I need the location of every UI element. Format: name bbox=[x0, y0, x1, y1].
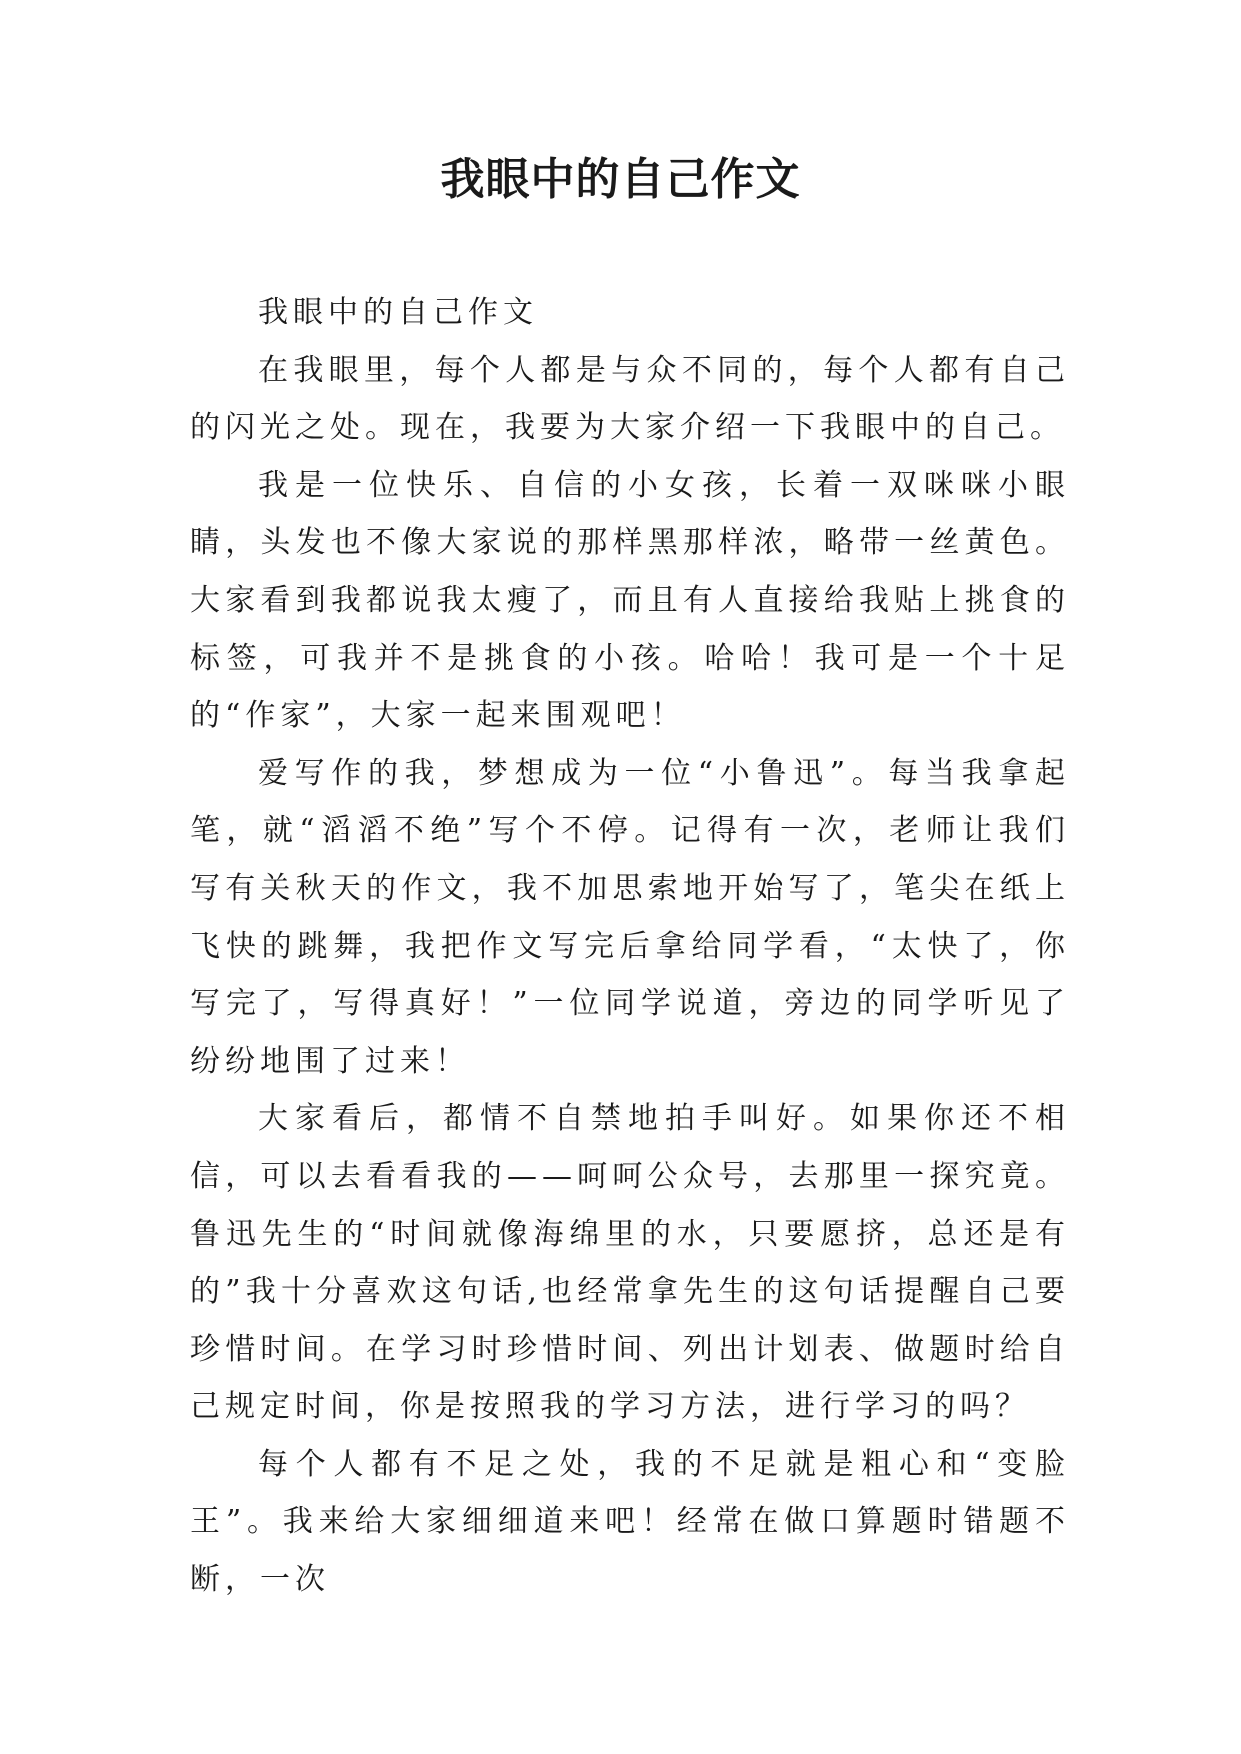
document-body bbox=[190, 284, 1070, 1609]
paragraph: 每个人都有不足之处，我的不足就是粗心和“变脸王”。我来给大家细细道来吧！经常在做口算题时错题不断，一次 bbox=[190, 1446, 1070, 1598]
paragraph-heading: 我眼中的自己作文 bbox=[258, 295, 538, 330]
paragraph: 在我眼里，每个人都是与众不同的，每个人都有自己的闪光之处。现在，我要为大家介绍一下我眼中的自己。 bbox=[190, 352, 1070, 446]
paragraph: 我是一位快乐、自信的小女孩，长着一双咪咪小眼睛，头发也不像大家说的那样黑那样浓，略带一丝黄色。大家看到我都说我太瘦了，而且有人直接给我贴上挑食的标签，可我并不是挑食的小孩。哈哈！我可是一个十足的“作家”，大家一起来围观吧！ bbox=[190, 467, 1070, 734]
document-title: 我眼中的自己作文 bbox=[440, 154, 801, 205]
paragraph: 爱写作的我，梦想成为一位“小鲁迅”。每当我拿起笔，就“滔滔不绝”写个不停。记得有一次，老师让我们写有关秋天的作文，我不加思索地开始写了，笔尖在纸上飞快的跳舞，我把作文写完后拿给同学看，“太快了，你写完了，写得真好！”一位同学说道，旁边的同学听见了纷纷地围了过来！ bbox=[190, 755, 1070, 1079]
paragraph: 大家看后，都情不自禁地拍手叫好。如果你还不相信，可以去看看我的——呵呵公众号，去那里一探究竟。鲁迅先生的“时间就像海绵里的水，只要愿挤，总还是有的”我十分喜欢这句话,也经常拿先生的这句话提醒自己要珍惜时间。在学习时珍惜时间、列出计划表、做题时给自己规定时间，你是按照我的学习方法，进行学习的吗？ bbox=[190, 1101, 1070, 1425]
